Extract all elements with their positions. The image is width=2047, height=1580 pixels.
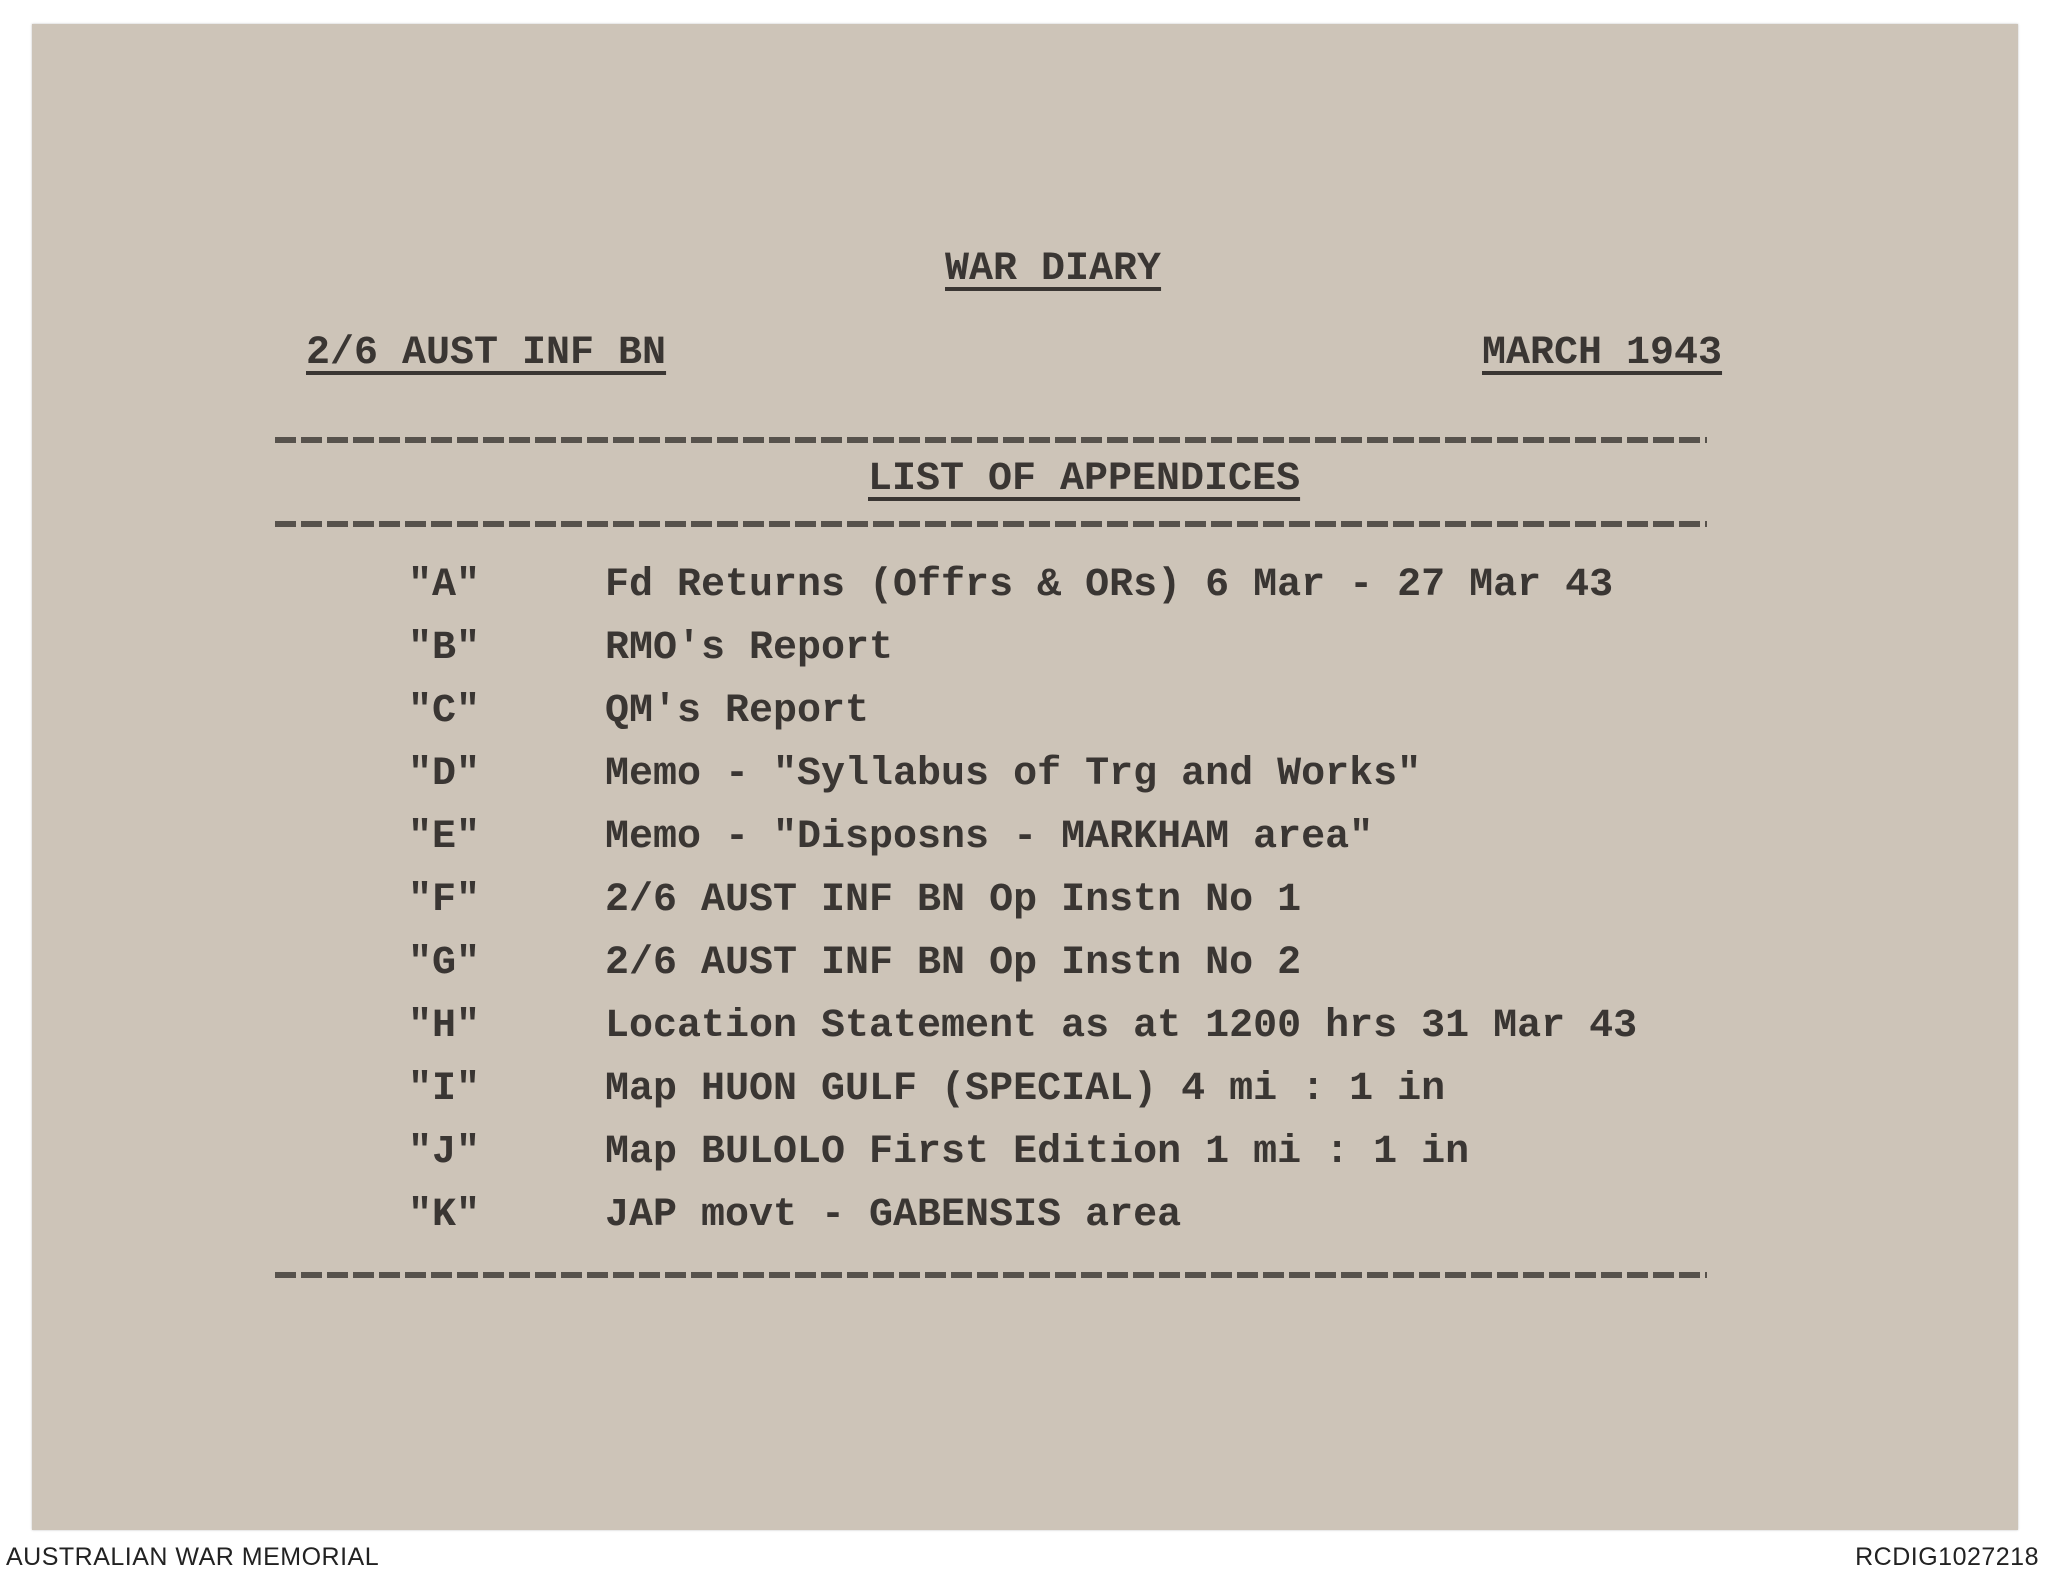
appendix-key: "G"	[408, 941, 481, 986]
appendix-description: Map HUON GULF (SPECIAL) 4 mi : 1 in	[605, 1067, 1446, 1112]
appendix-row	[408, 1129, 1728, 1192]
appendix-description: RMO's Report	[605, 626, 894, 671]
appendix-row	[408, 562, 1728, 625]
appendix-row	[408, 751, 1728, 814]
appendix-description: Location Statement as at 1200 hrs 31 Mar 43	[605, 1004, 1638, 1049]
appendix-row	[408, 1192, 1728, 1255]
appendix-key: "F"	[408, 878, 481, 923]
section-title: LIST OF APPENDICES	[868, 457, 1301, 502]
appendix-key: "K"	[408, 1193, 481, 1238]
appendix-description: QM's Report	[605, 689, 870, 734]
unit-name: 2/6 AUST INF BN	[306, 331, 667, 376]
appendix-key: "B"	[408, 626, 481, 671]
appendix-key: "C"	[408, 689, 481, 734]
document-title: WAR DIARY	[945, 247, 1162, 292]
appendix-description: Memo - "Disposns - MARKHAM area"	[605, 815, 1374, 860]
appendix-row	[408, 1066, 1728, 1129]
appendix-row	[408, 688, 1728, 751]
appendix-row	[408, 877, 1728, 940]
appendix-key: "H"	[408, 1004, 481, 1049]
footer-archive-name: AUSTRALIAN WAR MEMORIAL	[6, 1543, 380, 1571]
diary-period: MARCH 1943	[1482, 331, 1723, 376]
dashed-rule-middle	[275, 521, 1707, 527]
appendix-key: "D"	[408, 752, 481, 797]
appendix-description: Memo - "Syllabus of Trg and Works"	[605, 752, 1422, 797]
appendix-key: "I"	[408, 1067, 481, 1112]
appendix-list	[408, 562, 1728, 1255]
appendix-key: "J"	[408, 1130, 481, 1175]
appendix-description: JAP movt - GABENSIS area	[605, 1193, 1182, 1238]
appendix-row	[408, 1003, 1728, 1066]
appendix-description: Map BULOLO First Edition 1 mi : 1 in	[605, 1130, 1470, 1175]
appendix-key: "E"	[408, 815, 481, 860]
appendix-description: 2/6 AUST INF BN Op Instn No 2	[605, 941, 1302, 986]
appendix-row	[408, 625, 1728, 688]
appendix-row	[408, 814, 1728, 877]
appendix-key: "A"	[408, 563, 481, 608]
footer-record-id: RCDIG1027218	[1855, 1543, 2039, 1571]
appendix-description: Fd Returns (Offrs & ORs) 6 Mar - 27 Mar 43	[605, 563, 1614, 608]
dashed-rule-top	[275, 437, 1707, 443]
appendix-description: 2/6 AUST INF BN Op Instn No 1	[605, 878, 1302, 923]
appendix-row	[408, 940, 1728, 1003]
dashed-rule-bottom	[275, 1272, 1707, 1278]
